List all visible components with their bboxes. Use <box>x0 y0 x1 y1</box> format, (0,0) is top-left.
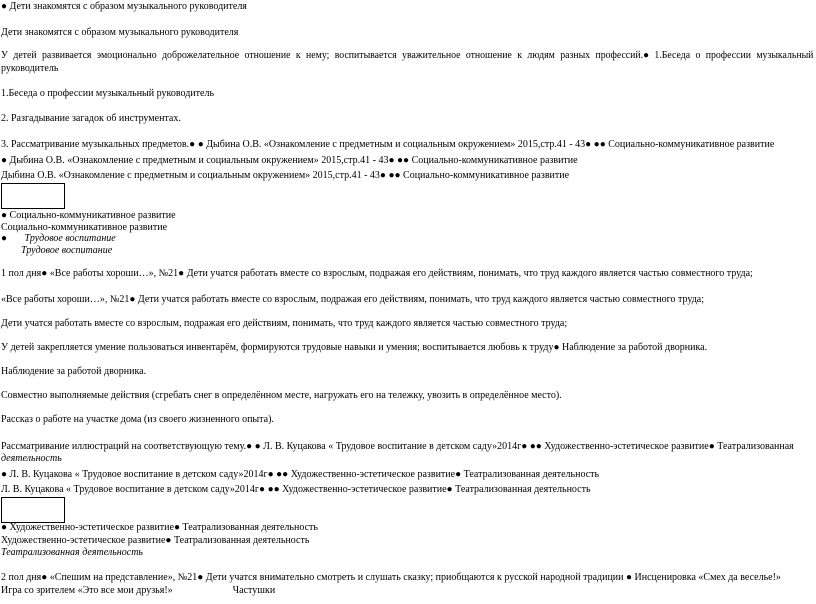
text-line: Рассказ о работе на участке дома (из своего жизненного опыта). <box>1 414 274 425</box>
text-line: деятельность <box>1 453 62 464</box>
text-line: ● Л. В. Куцакова « Трудовое воспитание в детском саду»2014г● ●● Художественно-эстетическое развитие● Театрализованная деятельность <box>1 469 600 480</box>
text-line: ● Дыбина О.В. «Ознакомление с предметным и социальным окружением» 2015,стр.41 - 43● ●● Социально-коммуникативное развитие <box>1 155 578 166</box>
text-line: Игра со зрителем «Это все мои друзья!» Частушки <box>1 585 276 596</box>
text-line: ● Трудовое воспитание <box>1 233 116 244</box>
text-line: Л. В. Куцакова « Трудовое воспитание в детском саду»2014г● ●● Художественно-эстетическое развитие● Театрализованная деятельность <box>1 484 591 495</box>
text-line: У детей развивается эмоционально доброжелательное отношение к нему; воспитывается уважительное отношение к людям разных профессий.● 1.Беседа о профессии музыкальный <box>1 50 814 61</box>
text-line: Совместно выполняемые действия (сгребать снег в определённом месте, нагружать его на тележку, увозить в определённое место). <box>1 390 562 401</box>
text-line: Театрализованная деятельность <box>1 547 143 558</box>
text-line: Наблюдение за работой дворника. <box>1 366 147 377</box>
text-line: У детей закрепляется умение пользоваться инвентарём, формируются трудовые навыки и умения; воспитывается любовь к труду● Наблюдение за работой дворника. <box>1 342 708 353</box>
text-line: Художественно-эстетическое развитие● Театрализованная деятельность <box>1 535 310 546</box>
text-line: ● Социально-коммуникативное развитие <box>1 210 176 221</box>
text-line: Дети знакомятся с образом музыкального руководителя <box>1 27 239 38</box>
text-line: 2. Разгадывание загадок об инструментах. <box>1 113 181 124</box>
text-line: Дыбина О.В. «Ознакомление с предметным и социальным окружением» 2015,стр.41 - 43● ●● Социально-коммуникативное развитие <box>1 170 570 181</box>
text-line: ● Художественно-эстетическое развитие● Театрализованная деятельность <box>1 522 318 533</box>
text-line: Социально-коммуникативное развитие <box>1 222 168 233</box>
text-line: «Все работы хороши…», №21● Дети учатся работать вместе со взрослым, подражая его действиям, понимать, что труд каждого является частью совместного труда; <box>1 294 705 305</box>
text-line: руководитель <box>1 63 59 74</box>
empty-frame <box>1 183 65 209</box>
text-line: 3. Рассматривание музыкальных предметов.● ● Дыбина О.В. «Ознакомление с предметным и социальным окружением» 2015,стр.41 - 43● ●● Социально-коммуникативное развитие <box>1 139 775 150</box>
text-line: Трудовое воспитание <box>1 245 113 256</box>
text-line: 2 пол дня● «Спешим на представление», №21● Дети учатся внимательно смотреть и слушать сказку; приобщаются к русской народной традиции ● Инсценировка «Смех да веселье!» <box>1 572 781 583</box>
text-line: 1 пол дня● «Все работы хороши…», №21● Дети учатся работать вместе со взрослым, подражая его действиям, понимать, что труд каждого является частью совместного труда; <box>1 268 753 279</box>
text-line: ● Дети знакомятся с образом музыкального руководителя <box>1 1 247 12</box>
text-line: 1.Беседа о профессии музыкальный руководитель <box>1 88 215 99</box>
text-line: Дети учатся работать вместе со взрослым, подражая его действиям, понимать, что труд каждого является частью совместного труда; <box>1 318 568 329</box>
text-line: Рассматривание иллюстраций на соответствующую тему.● ● Л. В. Куцакова « Трудовое воспитание в детском саду»2014г● ●● Художественно-эстетическое развитие● Театрализованная <box>1 441 794 452</box>
empty-frame <box>1 497 65 523</box>
